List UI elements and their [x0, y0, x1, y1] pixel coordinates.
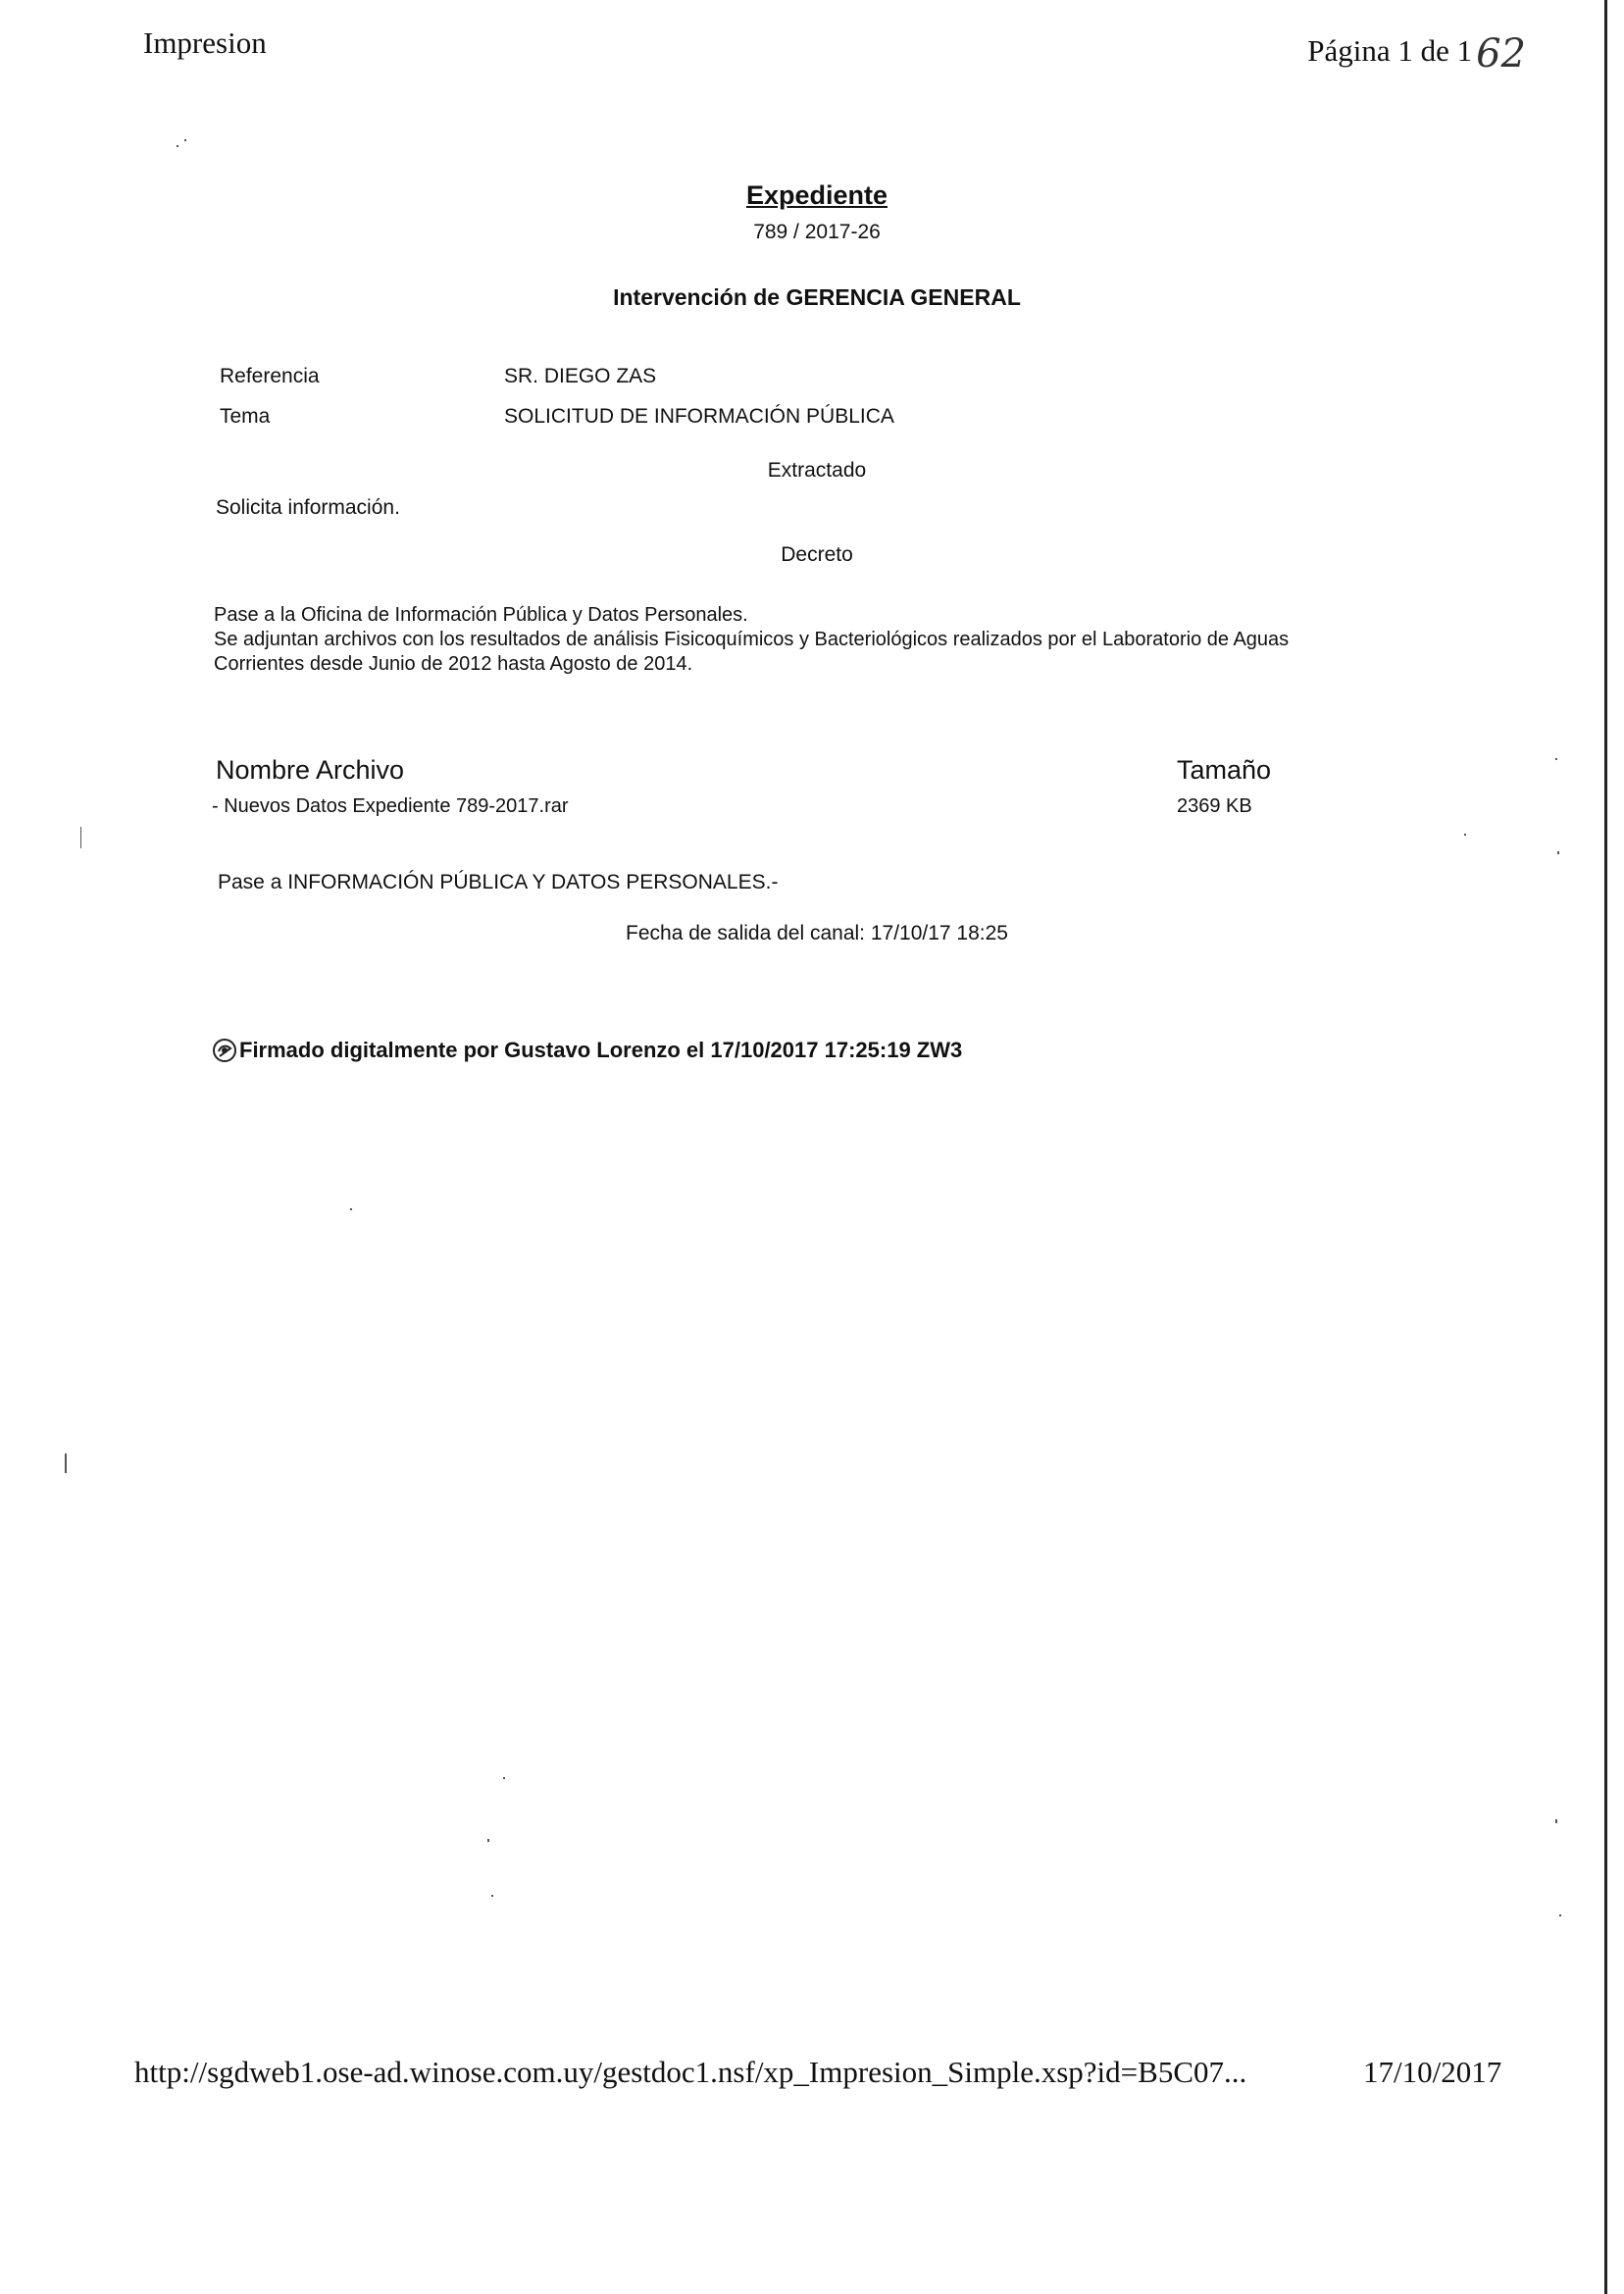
extractado-heading: Extractado — [767, 459, 867, 482]
scan-speck — [1555, 758, 1557, 760]
scan-speck — [80, 827, 81, 848]
referencia-label: Referencia — [220, 365, 320, 387]
print-header-title: Impresion — [143, 25, 267, 60]
decreto-line: Pase a la Oficina de Información Pública y Datos Personales. — [214, 604, 748, 626]
tema-label: Tema — [220, 405, 271, 428]
footer-url: http://sgdweb1.ose-ad.winose.com.uy/gestdoc1.nsf/xp_Impresion_Simple.xsp?id=B5C07... — [134, 2055, 1247, 2089]
page-count-label: Página 1 de 1 — [1307, 33, 1473, 68]
attached-file-size: 2369 KB — [1177, 795, 1252, 817]
scan-speck — [1559, 1914, 1561, 1916]
scan-speck — [1464, 834, 1466, 836]
scan-speck — [65, 1453, 67, 1473]
decreto-body — [214, 603, 1430, 677]
expediente-number: 789 / 2017-26 — [753, 221, 881, 243]
scan-speck — [177, 145, 178, 147]
scan-edge-line — [1604, 0, 1607, 2294]
decreto-line: Se adjuntan archivos con los resultados de análisis Fisicoquímicos y Bacteriológicos realizados por el Laboratorio de Aguas — [214, 629, 1290, 650]
footer-date: 17/10/2017 — [1363, 2055, 1502, 2089]
intervention-heading: Intervención de GERENCIA GENERAL — [613, 284, 1021, 310]
fecha-salida: Fecha de salida del canal: 17/10/17 18:25 — [626, 922, 1008, 944]
signature-seal-icon — [212, 1038, 237, 1063]
file-size-column-header: Tamaño — [1177, 755, 1272, 785]
file-name-column-header: Nombre Archivo — [216, 755, 405, 785]
scan-speck — [491, 1895, 493, 1897]
scan-speck — [1555, 1819, 1557, 1823]
pase-text: Pase a INFORMACIÓN PÚBLICA Y DATOS PERSONALES.- — [218, 871, 779, 893]
scan-speck — [350, 1208, 352, 1210]
decreto-heading: Decreto — [781, 543, 853, 566]
attached-file-link[interactable]: - Nuevos Datos Expediente 789-2017.rar — [212, 795, 569, 817]
referencia-value: SR. DIEGO ZAS — [504, 365, 657, 387]
extractado-text: Solicita información. — [216, 496, 400, 519]
scan-speck — [184, 139, 186, 141]
decreto-line: Corrientes desde Junio de 2012 hasta Agosto de 2014. — [214, 653, 693, 675]
digital-signature — [212, 1038, 962, 1063]
scan-speck — [487, 1839, 489, 1842]
signature-text: Firmado digitalmente por Gustavo Lorenzo el 17/10/2017 17:25:19 ZW3 — [239, 1038, 963, 1062]
scan-speck — [503, 1777, 505, 1779]
tema-value: SOLICITUD DE INFORMACIÓN PÚBLICA — [504, 405, 894, 428]
scan-speck — [1557, 851, 1559, 854]
document-title: Expediente — [745, 180, 888, 210]
handwritten-page-number: 62 — [1476, 31, 1526, 76]
print-header-page — [1307, 25, 1526, 76]
